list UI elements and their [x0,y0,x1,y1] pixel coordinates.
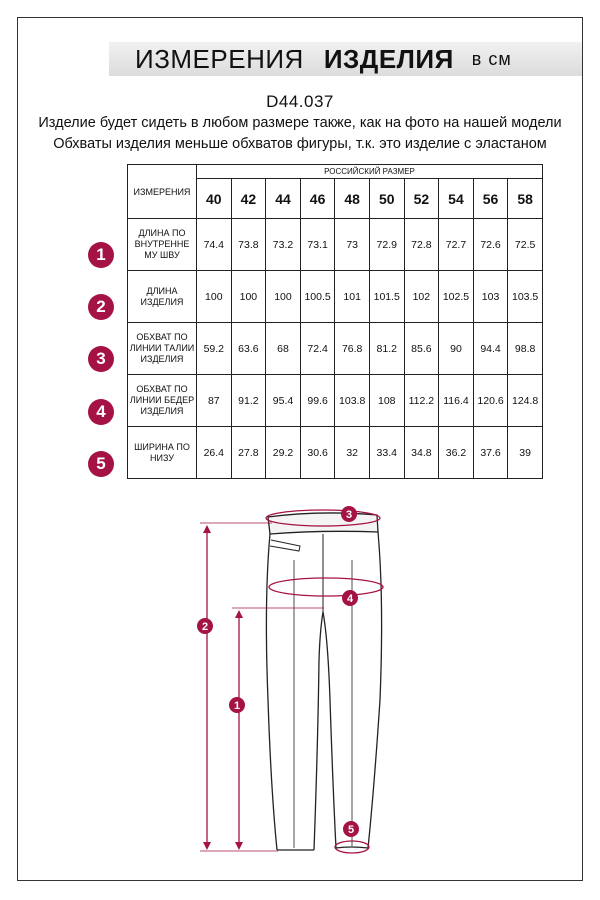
table-cell: 59.2 [197,323,232,375]
table-cell: 100 [197,271,232,323]
article-number: D44.037 [266,92,334,111]
table-cell: 116.4 [439,375,474,427]
table-cell: 94.4 [473,323,508,375]
table-cell: 103.5 [508,271,543,323]
row-number-badge: 4 [88,399,114,425]
row-number-badge: 3 [88,346,114,372]
table-cell: 72.9 [369,219,404,271]
svg-text:3: 3 [345,509,353,521]
size-header: 40 [197,179,232,219]
size-header: 54 [439,179,474,219]
table-cell: 103.8 [335,375,370,427]
table-cell: 36.2 [439,427,474,479]
table-cell: 29.2 [266,427,301,479]
table-cell: 108 [369,375,404,427]
row-number-badge: 1 [88,242,114,268]
table-cell: 112.2 [404,375,439,427]
table-cell: 73.8 [231,219,266,271]
table-cell: 39 [508,427,543,479]
size-header: 52 [404,179,439,219]
row-number-badge: 5 [88,451,114,477]
diagram-badge-2 [197,618,213,634]
table-cell: 68 [266,323,301,375]
table-cell: 73 [335,219,370,271]
size-header: 56 [473,179,508,219]
title-unit: в см [471,48,512,69]
table-cell: 63.6 [231,323,266,375]
table-cell: 32 [335,427,370,479]
table-cell: 101.5 [369,271,404,323]
table-cell: 34.8 [404,427,439,479]
table-cell: 72.5 [508,219,543,271]
table-cell: 33.4 [369,427,404,479]
table-cell: 85.6 [404,323,439,375]
table-cell: 73.1 [300,219,335,271]
table-cell: 95.4 [266,375,301,427]
table-cell: 87 [197,375,232,427]
table-cell: 72.7 [439,219,474,271]
table-cell: 124.8 [508,375,543,427]
measure-header: ИЗМЕРЕНИЯ [128,165,197,219]
row-label: ШИРИНА ПО НИЗУ [128,427,197,479]
diagram-badge-5 [343,821,359,837]
title-part2: ИЗДЕЛИЯ [323,43,454,74]
size-header: 46 [300,179,335,219]
table-cell: 26.4 [197,427,232,479]
table-cell: 90 [439,323,474,375]
measurement-guides [200,510,383,853]
table-cell: 102 [404,271,439,323]
svg-text:1: 1 [233,700,241,712]
size-header: 44 [266,179,301,219]
table-cell: 98.8 [508,323,543,375]
diagram-badge-4 [342,590,358,606]
table-cell: 120.6 [473,375,508,427]
table-cell: 30.6 [300,427,335,479]
table-cell: 102.5 [439,271,474,323]
size-header: 48 [335,179,370,219]
table-cell: 100 [231,271,266,323]
row-label: ДЛИНА ПО ВНУТРЕННЕ МУ ШВУ [128,219,197,271]
pants-outline [266,513,381,850]
row-label: ОБХВАТ ПО ЛИНИИ ТАЛИИ ИЗДЕЛИЯ [128,323,197,375]
row-label: ДЛИНА ИЗДЕЛИЯ [128,271,197,323]
size-header: 42 [231,179,266,219]
row-label: ОБХВАТ ПО ЛИНИИ БЕДЕР ИЗДЕЛИЯ [128,375,197,427]
table-cell: 91.2 [231,375,266,427]
table-cell: 37.6 [473,427,508,479]
size-header: 58 [508,179,543,219]
table-cell: 101 [335,271,370,323]
diagram-badge-1 [229,697,245,713]
table-cell: 81.2 [369,323,404,375]
size-group-header: РОССИЙСКИЙ РАЗМЕР [197,165,543,179]
table-cell: 72.4 [300,323,335,375]
table-cell: 74.4 [197,219,232,271]
table-cell: 99.6 [300,375,335,427]
size-header: 50 [369,179,404,219]
table-cell: 76.8 [335,323,370,375]
table-cell: 100.5 [300,271,335,323]
table-cell: 73.2 [266,219,301,271]
diagram-badge-3 [341,506,357,522]
table-cell: 27.8 [231,427,266,479]
note-elastane: Обхваты изделия меньше обхватов фигуры, т.к. это изделие с эластаном [53,136,547,152]
row-number-badge: 2 [88,294,114,320]
title-part1: ИЗМЕРЕНИЯ [135,43,304,74]
svg-text:4: 4 [346,593,354,605]
table-cell: 103 [473,271,508,323]
table-cell: 72.8 [404,219,439,271]
table-cell: 100 [266,271,301,323]
note-fit: Изделие будет сидеть в любом размере также, как на фото на нашей модели [38,115,562,131]
svg-text:2: 2 [201,621,209,633]
svg-text:5: 5 [347,824,355,836]
table-cell: 72.6 [473,219,508,271]
